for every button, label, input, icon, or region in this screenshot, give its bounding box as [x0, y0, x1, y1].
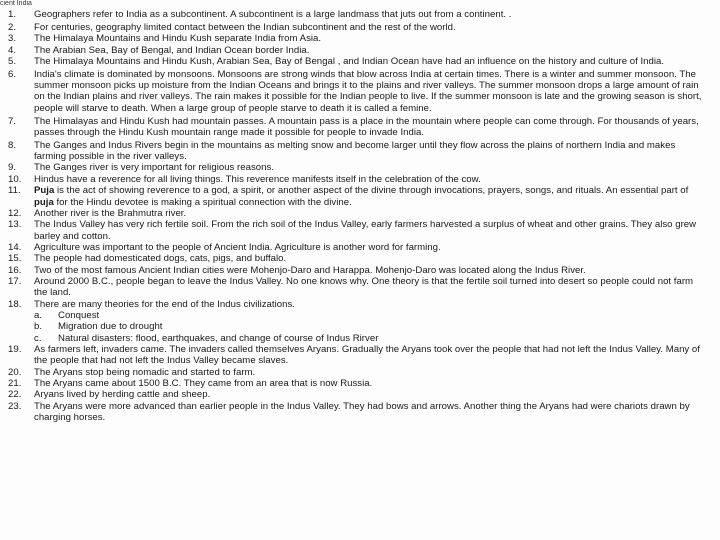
item-number: 1. [8, 9, 17, 20]
item-number: 16. [8, 264, 22, 276]
item-text-part: is the act of showing reverence to a god, a spirit, or another aspect of the divine through invocations, prayers, songs, and rituals. An essential part of [54, 185, 689, 197]
item-number: 11. [8, 185, 21, 197]
item-text: The people had domesticated dogs, cats, pigs, and buffalo. [34, 253, 287, 265]
list-item-14 [8, 242, 708, 253]
sub-item-b [34, 321, 708, 332]
list-item-11 [8, 185, 708, 208]
item-text: Aryans lived by herding cattle and sheep. [34, 389, 211, 401]
item-text-part: There are many theories for the end of the Indus civilizations. [34, 298, 295, 310]
item-number: 15. [8, 253, 22, 265]
item-number: 17. [8, 275, 22, 287]
header-fragment: cient India [0, 0, 32, 7]
item-text: The Ganges river is very important for religious reasons. [34, 162, 275, 174]
item-number: 12. [8, 207, 22, 219]
list-item-17 [8, 276, 708, 299]
list-item-10 [8, 174, 708, 185]
item-text: Hindus have a reverence for all living things. This reverence manifests itself in the celebration of the cow. [34, 173, 481, 185]
item-number: 10. [8, 173, 22, 185]
item-text: Agriculture was important to the people of Ancient India. Agriculture is another word for farming. [34, 241, 441, 253]
item-number: 5. [8, 55, 17, 67]
item-number: 20. [8, 366, 22, 378]
item-text [34, 299, 708, 344]
item-number: 14. [8, 241, 22, 253]
item-number: 2. [8, 21, 17, 33]
item-text: The Himalayas and Hindu Kush had mountain passes. A mountain pass is a place in the mountain where people can come through. For thousands of years, passes through the Hindu Kush mountain range made it possible for people to invade India. [34, 115, 699, 138]
item-text: The Himalaya Mountains and Hindu Kush separate India from Asia. [34, 33, 322, 45]
item-number: 8. [8, 139, 17, 151]
item-number: 19. [8, 343, 22, 355]
sub-text: Conquest [58, 309, 100, 321]
list-item-7 [8, 116, 708, 139]
sub-item-a [34, 310, 708, 321]
item-text: The Indus Valley has very rich fertile soil. From the rich soil of the Indus Valley, early farmers harvested a surplus of wheat and other grains. They also grew barley and cotton. [34, 219, 697, 242]
item-text: The Ganges and Indus Rivers begin in the mountains as melting snow and become larger until they flow across the plains of northern India and makes farming possible in the river valleys. [34, 139, 676, 163]
list-item-15 [8, 253, 708, 264]
item-text [34, 185, 708, 208]
facts-list [8, 9, 708, 423]
list-item-2 [8, 22, 708, 33]
item-text: The Aryans came about 1500 B.C. They came from an area that is now Russia. [34, 378, 373, 389]
item-text: India's climate is dominated by monsoons. Monsoons are strong winds that blow across India at certain times. There is a winter and summer monsoon. The summer monsoon picks up moisture from the Indian Oceans and brings it to the plains and river valleys. The summer monsoon drops a large amount of rain on the Indian plains and river valleys. The rain makes it possible for the Indian people to live. If the summer monsoon is late and the growing season is short, people will starve to death. When a large group of people starve to death it is called a femine. [34, 68, 702, 114]
item-text-part-2: for the Hindu devotee is making a spiritual connection with the divine. [53, 196, 352, 208]
item-text: The Aryans were more advanced than earlier people in the Indus Valley. They had bows and arrows. Another thing the Aryans had were chariots drawn by charging horses. [34, 400, 690, 424]
item-text: Geographers refer to India as a subcontinent. A subcontinent is a large landmass that juts out from a continent. . [34, 9, 512, 20]
item-text: As farmers left, invaders came. The invaders called themselves Aryans. Gradually the Aryans took over the people that had not left the Indus Valley. Many of the people that had not left the Indus Valley became slaves. [34, 343, 700, 367]
item-text: Another river is the Brahmutra river. [34, 207, 187, 219]
item-number: 6. [8, 68, 17, 80]
list-item-13 [8, 219, 708, 242]
list-item-4 [8, 45, 708, 56]
list-item-1 [8, 9, 708, 20]
item-number: 23. [8, 400, 22, 412]
item-number: 22. [8, 389, 22, 401]
list-item-18 [8, 299, 708, 344]
sub-letter: a. [34, 309, 43, 321]
sub-item-c [34, 333, 708, 344]
sub-letter: b. [34, 321, 43, 333]
item-number: 21. [8, 378, 22, 389]
list-item-3 [8, 33, 708, 44]
term-puja-2: puja [34, 196, 54, 208]
list-item-5 [8, 56, 708, 67]
item-number: 4. [8, 44, 17, 56]
list-item-16 [8, 265, 708, 276]
item-text: Two of the most famous Ancient Indian cities were Mohenjo-Daro and Harappa. Mohenjo-Daro was located along the Indus River. [34, 264, 586, 276]
sub-text: Migration due to drought [58, 321, 163, 333]
item-text: The Himalaya Mountains and Hindu Kush, Arabian Sea, Bay of Bengal , and Indian Ocean have had an influence on the history and culture of India. [34, 55, 665, 67]
term-puja: Puja [34, 185, 55, 197]
item-number: 7. [8, 115, 17, 127]
item-text: For centuries, geography limited contact between the Indian subcontinent and the rest of the world. [34, 21, 456, 33]
item-text: The Arabian Sea, Bay of Bengal, and Indian Ocean border India. [34, 44, 310, 56]
item-number: 9. [8, 162, 17, 174]
list-item-8 [8, 140, 708, 163]
list-item-20 [8, 367, 708, 378]
list-item-21 [8, 378, 708, 389]
item-number: 18. [8, 298, 22, 310]
list-item-9 [8, 162, 708, 173]
list-item-19 [8, 344, 708, 367]
sub-text: Natural disasters: flood, earthquakes, and change of course of Indus Rirver [58, 332, 379, 344]
list-item-6 [8, 69, 708, 114]
item-number: 13. [8, 219, 22, 231]
list-item-22 [8, 389, 708, 400]
list-item-23 [8, 401, 708, 424]
item-text: Around 2000 B.C., people began to leave the Indus Valley. No one knows why. One theory is that the fertile soil turned into desert so people could not farm the land. [34, 275, 694, 299]
item-number: 3. [8, 33, 17, 45]
list-item-12 [8, 208, 708, 219]
sub-letter: c. [34, 332, 42, 344]
theories-sublist [34, 310, 708, 344]
item-text: The Aryans stop being nomadic and started to farm. [34, 366, 256, 378]
